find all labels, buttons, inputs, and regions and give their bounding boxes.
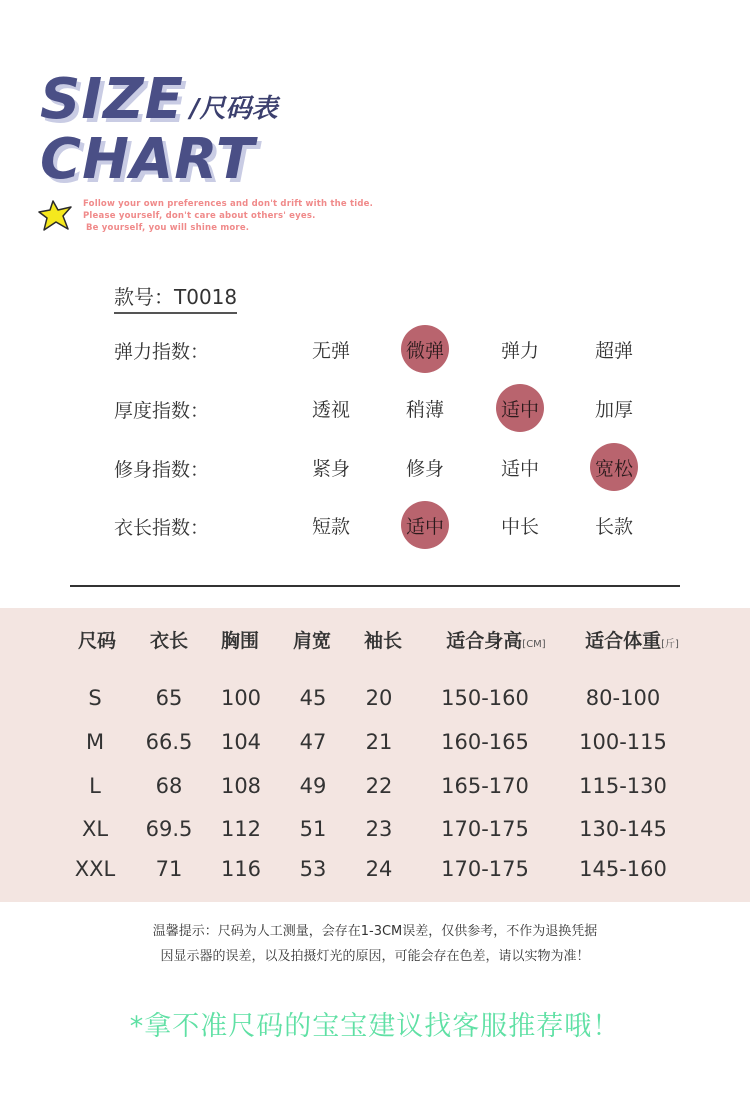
column-header-label: 衣长 — [149, 630, 189, 652]
table-cell: 165-170 — [441, 774, 529, 798]
model-number: 款号：T0018 — [114, 281, 237, 314]
table-cell: 104 — [220, 730, 262, 754]
table-cell: 69.5 — [145, 817, 193, 841]
table-cell: 100 — [220, 686, 262, 710]
table-cell: 21 — [365, 730, 393, 754]
table-cell: 150-160 — [441, 686, 529, 710]
table-cell: 68 — [155, 774, 183, 798]
column-header — [364, 626, 402, 653]
table-cell: 115-130 — [579, 774, 667, 798]
star-icon — [38, 199, 74, 233]
table-cell: 145-160 — [579, 857, 667, 881]
size-label: XXL — [74, 857, 116, 881]
column-header-unit: [斤] — [661, 639, 679, 650]
table-cell: 66.5 — [145, 730, 193, 754]
tagline-2: Please yourself, don't care about others' eyes. — [83, 211, 316, 221]
column-header-unit: [CM] — [522, 639, 546, 650]
title-size: SIZE — [40, 67, 185, 132]
table-cell: 80-100 — [585, 686, 661, 710]
table-cell: 108 — [220, 774, 262, 798]
index-option-selected: 适中 — [496, 384, 544, 432]
index-label: 衣长指数： — [114, 517, 210, 539]
index-label: 弹力指数： — [114, 341, 210, 363]
index-option: 无弹 — [311, 339, 350, 362]
index-option-selected: 适中 — [401, 501, 449, 549]
column-header — [221, 626, 259, 653]
index-option: 短款 — [311, 515, 350, 538]
size-label: S — [88, 686, 102, 710]
index-option: 加厚 — [594, 398, 633, 421]
column-header — [293, 626, 331, 653]
table-cell: 170-175 — [441, 817, 529, 841]
customer-service-hint: *拿不准尺码的宝宝建议找客服推荐哦！ — [129, 1011, 621, 1042]
column-header — [446, 626, 545, 653]
table-cell: 49 — [299, 774, 327, 798]
table-cell: 45 — [299, 686, 327, 710]
index-option: 紧身 — [311, 457, 350, 480]
table-cell: 47 — [299, 730, 327, 754]
column-header — [585, 626, 679, 653]
column-header — [78, 626, 116, 653]
size-label: XL — [81, 817, 109, 841]
size-label: M — [85, 730, 105, 754]
table-cell: 170-175 — [441, 857, 529, 881]
tagline-1: Follow your own preferences and don't drift with the tide. — [83, 199, 374, 209]
index-option: 弹力 — [500, 339, 539, 362]
column-header-label: 适合身高 — [446, 630, 523, 652]
column-header — [150, 626, 188, 653]
table-cell: 112 — [220, 817, 262, 841]
index-option: 长款 — [594, 515, 633, 538]
table-cell: 116 — [220, 857, 262, 881]
table-cell: 71 — [155, 857, 183, 881]
table-cell: 23 — [365, 817, 393, 841]
index-option: 适中 — [500, 457, 539, 480]
table-cell: 100-115 — [579, 730, 667, 754]
tagline-3: Be yourself, you will shine more. — [86, 223, 250, 233]
table-cell: 20 — [365, 686, 393, 710]
table-cell: 130-145 — [579, 817, 667, 841]
note-color: 因显示器的误差，以及拍摄灯光的原因，可能会存在色差，请以实物为准！ — [160, 949, 590, 964]
title-chart: CHART — [40, 127, 256, 192]
table-cell: 65 — [155, 686, 183, 710]
note-measurement: 温馨提示：尺码为人工测量，会存在1-3CM误差，仅供参考，不作为退换凭据 — [152, 924, 598, 939]
size-label: L — [89, 774, 101, 798]
index-option: 稍薄 — [405, 398, 444, 421]
index-option: 中长 — [500, 515, 539, 538]
column-header-label: 适合体重 — [585, 630, 662, 652]
table-cell: 24 — [365, 857, 393, 881]
column-header-label: 胸围 — [220, 630, 260, 652]
index-option: 超弹 — [594, 339, 633, 362]
table-cell: 51 — [299, 817, 327, 841]
column-header-label: 肩宽 — [292, 630, 332, 652]
divider — [70, 585, 680, 587]
table-cell: 160-165 — [441, 730, 529, 754]
column-header-label: 尺码 — [77, 630, 117, 652]
index-option: 透视 — [311, 398, 350, 421]
index-option-selected: 宽松 — [590, 443, 638, 491]
index-label: 厚度指数： — [114, 400, 210, 422]
column-header-label: 袖长 — [363, 630, 403, 652]
index-label: 修身指数： — [114, 459, 210, 481]
page-subtitle: /尺码表 — [190, 94, 278, 124]
index-option-selected: 微弹 — [401, 325, 449, 373]
table-cell: 53 — [299, 857, 327, 881]
index-option: 修身 — [405, 457, 444, 480]
table-cell: 22 — [365, 774, 393, 798]
